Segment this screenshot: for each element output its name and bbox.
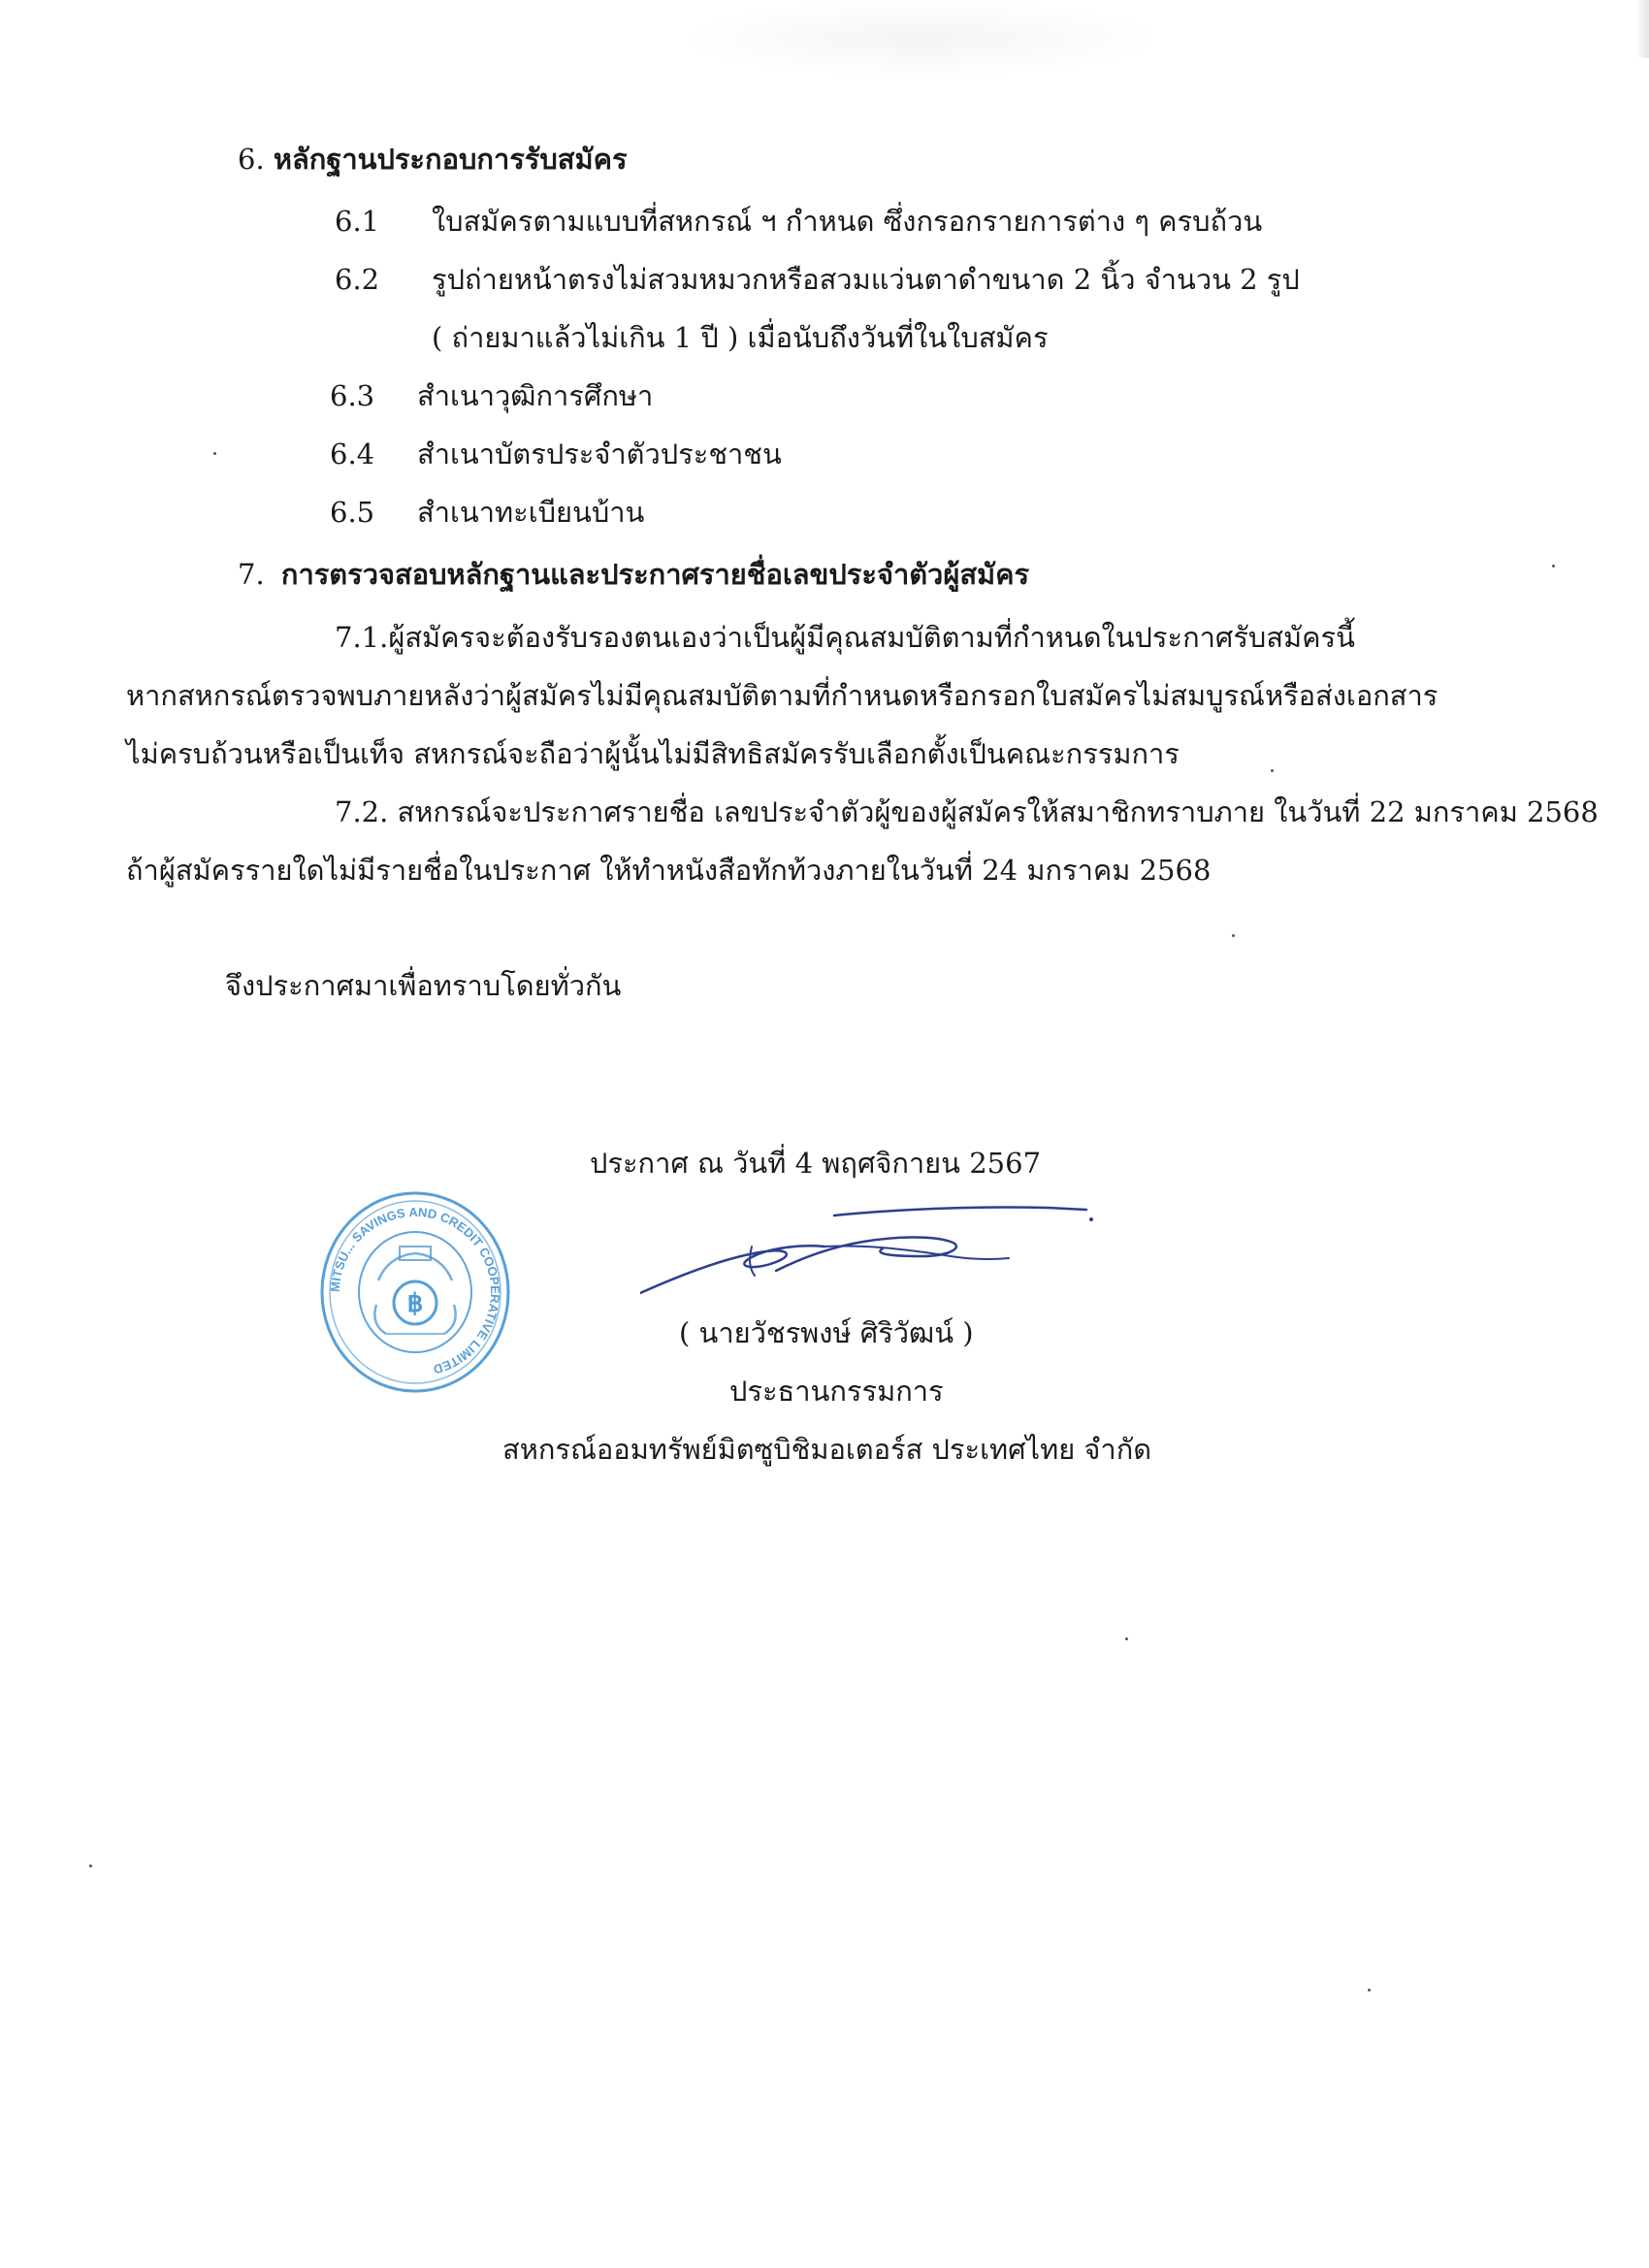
section6-heading: [238, 143, 628, 176]
section7-title: การตรวจสอบหลักฐานและประกาศรายชื่อเลขประจำตัวผู้สมัคร: [280, 558, 1030, 591]
handwritten-signature: [640, 1198, 1106, 1305]
scan-edge: [1635, 0, 1649, 58]
section6-title: หลักฐานประกอบการรับสมัคร: [273, 143, 628, 176]
item-number: 6.4: [330, 437, 375, 470]
date-text: ประกาศ ณ วันที่ 4 พฤศจิกายน 2567: [590, 1147, 1042, 1180]
paragraph-text: 7.1.ผู้สมัครจะต้องรับรองตนเองว่าเป็นผู้มีคุณสมบัติตามที่กำหนดในประกาศรับสมัครนี้: [335, 621, 1355, 654]
scan-speck: [1125, 1637, 1128, 1640]
scan-speck: [1232, 934, 1235, 937]
item-6-1: [335, 205, 1263, 238]
announcement-date: [590, 1147, 1042, 1180]
svg-text:฿: ฿: [406, 1288, 424, 1317]
paragraph-7-1-line-3: [126, 737, 1180, 770]
paragraph-text: ถ้าผู้สมัครรายใดไม่มีรายชื่อในประกาศ ให้ทำหนังสือทักท้วงภายในวันที่ 24 มกราคม 2568: [126, 854, 1212, 887]
section7-heading: [238, 558, 1030, 591]
item-6-2: [335, 263, 1300, 296]
scan-speck: [1271, 769, 1274, 772]
section6-number: 6.: [238, 143, 265, 176]
item-6-4: [330, 437, 782, 470]
closing-statement: [225, 969, 622, 1002]
paragraph-text: 7.2. สหกรณ์จะประกาศรายชื่อ เลขประจำตัวผู้ของผู้สมัครให้สมาชิกทราบภาย ในวันที่ 22 มกราคม 2568: [335, 795, 1599, 828]
scan-speck: [1368, 1989, 1371, 1992]
item-text: รูปถ่ายหน้าตรงไม่สวมหมวกหรือสวมแว่นตาดำขนาด 2 นิ้ว จำนวน 2 รูป: [432, 263, 1300, 296]
item-6-2-continued: [432, 321, 1049, 354]
paragraph-text: ไม่ครบถ้วนหรือเป็นเท็จ สหกรณ์จะถือว่าผู้นั้นไม่มีสิทธิสมัครรับเลือกตั้งเป็นคณะกรรมการ: [126, 737, 1180, 770]
scan-shadow: [679, 0, 1164, 78]
scan-speck: [1552, 565, 1555, 567]
item-text: สำเนาทะเบียนบ้าน: [417, 496, 645, 529]
signatory-name: [679, 1316, 974, 1349]
seal-ring-text: MITSU... SAVINGS AND CREDIT COOPERATIVE LIMITED: [327, 1204, 503, 1377]
item-text: ใบสมัครตามแบบที่สหกรณ์ ฯ กำหนด ซึ่งกรอกรายการต่าง ๆ ครบถ้วน: [432, 205, 1263, 238]
item-6-3: [330, 379, 654, 412]
item-text: สำเนาวุฒิการศึกษา: [417, 379, 654, 412]
item-number: 6.2: [335, 263, 380, 296]
position-text: ประธานกรรมการ: [729, 1375, 944, 1408]
paragraph-7-2-line-1: [335, 795, 1599, 828]
organization-name: [502, 1433, 1152, 1466]
item-number: 6.1: [335, 205, 380, 238]
signatory-position: [729, 1377, 944, 1406]
item-number: 6.3: [330, 379, 375, 412]
paragraph-7-1-line-1: [335, 621, 1355, 654]
paragraph-7-1-line-2: [126, 679, 1439, 712]
item-text: ( ถ่ายมาแล้วไม่เกิน 1 ปี ) เมื่อนับถึงวันที่ในใบสมัคร: [432, 321, 1049, 354]
organization-text: สหกรณ์ออมทรัพย์มิตซูบิชิมอเตอร์ส ประเทศไทย จำกัด: [502, 1433, 1152, 1466]
item-6-5: [330, 496, 645, 529]
scan-speck: [213, 452, 216, 455]
paragraph-text: หากสหกรณ์ตรวจพบภายหลังว่าผู้สมัครไม่มีคุณสมบัติตามที่กำหนดหรือกรอกใบสมัครไม่สมบูรณ์หรือส่งเอกสาร: [126, 679, 1439, 712]
item-number: 6.5: [330, 496, 375, 529]
name-text: ( นายวัชรพงษ์ ศิริวัฒน์ ): [679, 1316, 974, 1349]
item-text: สำเนาบัตรประจำตัวประชาชน: [417, 437, 782, 470]
scan-speck: [89, 1864, 92, 1867]
closing-text: จึงประกาศมาเพื่อทราบโดยทั่วกัน: [225, 969, 622, 1002]
cooperative-seal-stamp: [318, 1188, 512, 1397]
paragraph-7-2-line-2: [126, 854, 1212, 887]
section7-number: 7.: [238, 558, 265, 591]
